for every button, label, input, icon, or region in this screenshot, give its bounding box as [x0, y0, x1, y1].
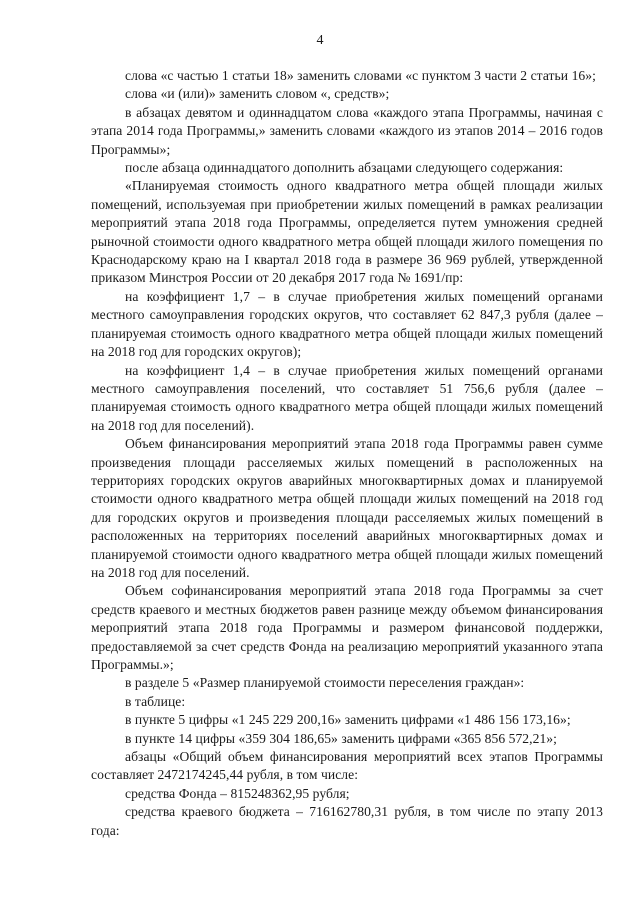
paragraph: «Планируемая стоимость одного квадратного метра общей площади жилых помещений, используемая при приобретении жилых помещений в рамках реализации мероприятий этапа 2018 года Программы, определяется путем умножения средней рыночной стоимости одного квадратного метра общей площади жилого помещения по Краснодарскому краю на I квартал 2018 года в размере 36 969 рублей, утвержденной приказом Минстроя России от 20 декабря 2017 года № 1691/пр:	[91, 178, 603, 286]
paragraph: на коэффициент 1,7 – в случае приобретения жилых помещений органами местного самоуправления городских округов, что составляет 62 847,3 рубля (далее – планируемая стоимость одного квадратного метра общей площади жилых помещений на 2018 год для городских округов);	[91, 288, 603, 360]
paragraph: слова «с частью 1 статьи 18» заменить словами «с пунктом 3 части 2 статьи 16»;	[125, 68, 596, 83]
paragraph: в таблице:	[125, 693, 186, 709]
paragraph: средства Фонда – 815248362,95 рубля;	[125, 785, 350, 801]
paragraph: абзацы «Общий объем финансирования мероприятий всех этапов Программы составляет 2472174245,44 рубля, в том числе:	[91, 749, 603, 783]
paragraph: после абзаца одиннадцатого дополнить абзацами следующего содержания:	[125, 160, 564, 176]
paragraph: слова «и (или)» заменить словом «, средств»;	[125, 86, 390, 102]
paragraph: на коэффициент 1,4 – в случае приобретения жилых помещений органами местного самоуправления поселений, что составляет 51 756,6 рубля (далее – планируемая стоимость одного квадратного метра общей площади жилых помещений на 2018 год для поселений).	[91, 362, 603, 433]
paragraph: в пункте 14 цифры «359 304 186,65» заменить цифрами «365 856 572,21»;	[125, 730, 557, 746]
paragraph: Объем финансирования мероприятий этапа 2018 года Программы равен сумме произведения площади расселяемых жилых помещений в расположенных на территориях городских округов аварийных многоквартирных домах и планируемой стоимости одного квадратного метра общей площади жилых помещений на 2018 год для городских округов и произведения площади расселяемых жилых помещений в расположенных на территориях поселений аварийных многоквартирных домах и планируемой стоимости одного квадратного метра общей площади жилых помещений на 2018 год для поселений.	[91, 436, 603, 580]
document-body	[91, 67, 603, 840]
paragraph: в разделе 5 «Размер планируемой стоимости переселения граждан»:	[125, 675, 525, 691]
paragraph: в абзацах девятом и одиннадцатом слова «каждого этапа Программы, начиная с этапа 2014 года Программы,» заменить словами «каждого из этапов 2014 – 2016 годов Программы»;	[91, 104, 603, 157]
paragraph: Объем софинансирования мероприятий этапа 2018 года Программы за счет средств краевого и местных бюджетов равен разнице между объемом финансирования мероприятий этапа 2018 года Программы и размером финансовой поддержки, предоставляемой за счет средств Фонда на реализацию мероприятий указанного этапа Программы.»;	[91, 583, 603, 672]
page-number: 4	[316, 33, 324, 48]
paragraph: средства краевого бюджета – 716162780,31 рубля, в том числе по этапу 2013 года:	[91, 804, 603, 838]
paragraph: в пункте 5 цифры «1 245 229 200,16» заменить цифрами «1 486 156 173,16»;	[125, 712, 571, 728]
